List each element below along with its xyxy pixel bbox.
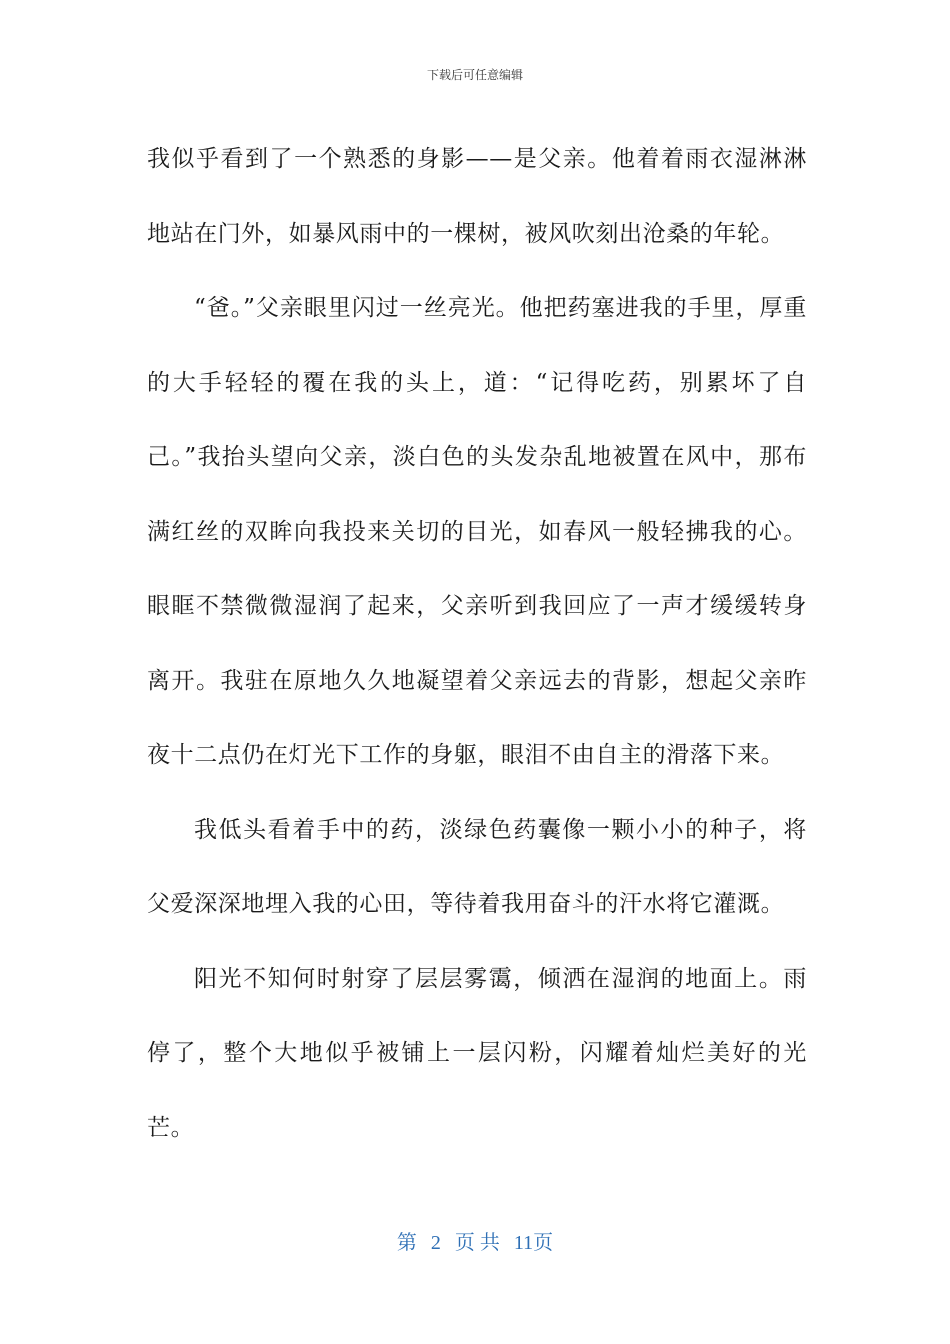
- paragraph-1: 我似乎看到了一个熟悉的身影——是父亲。他着着雨衣湿淋淋地站在门外，如暴风雨中的一棵树，被风吹刻出沧桑的年轮。: [147, 146, 807, 247]
- paragraph-2: “爸。”父亲眼里闪过一丝亮光。他把药塞进我的手里，厚重的大手轻轻的覆在我的头上，道：“记得吃药，别累坏了自己。”我抬头望向父亲，淡白色的头发杂乱地被置在风中，那布满红丝的双眸向我投来关切的目光，如春风一般轻拂我的心。眼眶不禁微微湿润了起来，父亲听到我回应了一声才缓缓转身离开。我驻在原地久久地凝望着父亲远去的背影，想起父亲昨夜十二点仍在灯光下工作的身躯，眼泪不由自主的滑落下来。: [147, 295, 807, 768]
- paragraph-4: 阳光不知何时射穿了层层雾霭，倾洒在湿润的地面上。雨停了，整个大地似乎被铺上一层闪粉，闪耀着灿烂美好的光芒。: [147, 965, 807, 1141]
- body-text: [147, 122, 807, 1165]
- paragraph-3: 我低头看着手中的药，淡绿色药囊像一颗小小的种子，将父爱深深地埋入我的心田，等待着我用奋斗的汗水将它灌溉。: [147, 816, 807, 917]
- footer-total-pages: 11: [513, 1232, 534, 1254]
- footer-middle: 页 共: [454, 1232, 500, 1254]
- footer-prefix: 第: [396, 1232, 417, 1254]
- footer-current-page: 2: [430, 1232, 441, 1254]
- footer-suffix: 页: [533, 1232, 554, 1254]
- header-note: 下载后可任意编辑: [426, 68, 523, 82]
- page-number-footer: [0, 1226, 950, 1255]
